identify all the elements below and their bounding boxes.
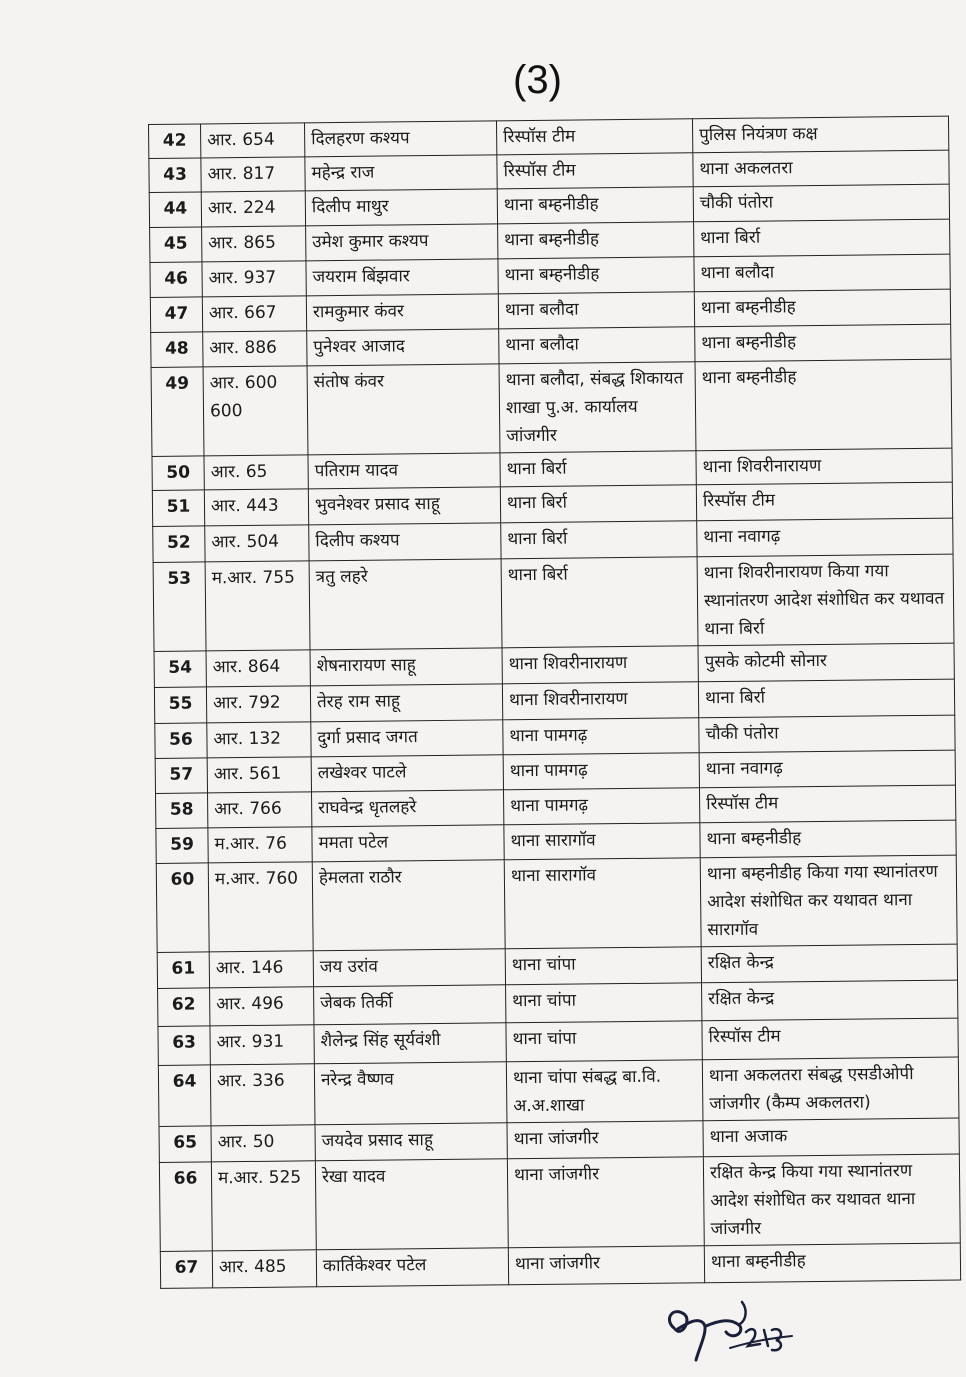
name-cell: जेबक तिर्की	[314, 985, 506, 1025]
name-cell: महेन्द्र राज	[305, 155, 497, 191]
name-cell: दुर्गा प्रसाद जगत	[311, 720, 503, 757]
code-cell: आर. 504	[205, 525, 309, 562]
from-station-cell: थाना शिवरीनारायण	[502, 682, 698, 720]
to-station-cell: चौकी पंतोरा	[693, 184, 949, 222]
serial-cell: 45	[150, 227, 202, 263]
code-cell: आर. 132	[207, 722, 311, 758]
name-cell: शैलेन्द्र सिंह सूर्यवंशी	[314, 1023, 506, 1064]
to-station-cell: थाना बम्हनीडीह किया गया स्थानांतरण आदेश संशोधित कर यथावत थाना सारागॉव	[700, 855, 957, 947]
to-station-cell: थाना अकलतरा	[693, 150, 949, 187]
serial-cell: 48	[151, 332, 203, 368]
name-cell: रेखा यादव	[315, 1159, 508, 1250]
code-cell: आर. 792	[206, 686, 310, 723]
from-station-cell: थाना जांजगीर	[507, 1157, 704, 1248]
name-cell: जयदेव प्रसाद साहू	[315, 1123, 507, 1161]
code-cell: आर. 886	[203, 331, 307, 367]
to-station-cell: थाना अजाक	[703, 1118, 959, 1157]
name-cell: हेमलता राठौर	[312, 860, 505, 951]
serial-cell: 62	[158, 988, 210, 1027]
serial-cell: 59	[156, 828, 208, 864]
from-station-cell: थाना पामगढ़	[503, 718, 699, 755]
serial-cell: 53	[153, 562, 206, 652]
serial-cell: 63	[158, 1026, 210, 1066]
from-station-cell: थाना बिर्रा	[500, 485, 696, 523]
code-cell: म.आर. 755	[205, 561, 310, 651]
from-station-cell: थाना बम्हनीडीह	[498, 222, 694, 259]
transfer-table	[148, 116, 961, 1289]
to-station-cell: थाना बम्हनीडीह	[700, 820, 956, 858]
code-cell: आर. 65	[204, 455, 308, 490]
name-cell: दिलहरण कश्यप	[304, 121, 496, 157]
from-station-cell: थाना बम्हनीडीह	[497, 187, 693, 224]
from-station-cell: थाना जांजगीर	[507, 1121, 703, 1159]
from-station-cell: थाना बलौदा	[498, 292, 694, 329]
serial-cell: 46	[150, 262, 202, 298]
code-cell: आर. 865	[202, 226, 306, 262]
from-station-cell: थाना चांपा	[506, 1021, 702, 1062]
serial-cell: 49	[151, 367, 204, 457]
from-station-cell: रिस्पॉस टीम	[497, 153, 693, 189]
code-cell: आर. 864	[206, 650, 310, 687]
to-station-cell: रिस्पॉस टीम	[702, 1018, 958, 1060]
table-row	[159, 1154, 960, 1251]
serial-cell: 50	[152, 456, 204, 491]
serial-cell: 47	[150, 297, 202, 333]
serial-cell: 56	[155, 723, 207, 759]
to-station-cell: थाना बम्हनीडीह	[694, 289, 950, 327]
name-cell: लखेश्वर पाटले	[311, 755, 503, 792]
code-cell: आर. 443	[204, 489, 308, 526]
table-row	[153, 554, 954, 651]
name-cell: दिलीप माथुर	[305, 189, 497, 226]
page-number: (3)	[513, 58, 562, 102]
code-cell: म.आर. 525	[211, 1161, 316, 1251]
to-station-cell: थाना नवागढ़	[697, 518, 953, 557]
serial-cell: 64	[158, 1065, 211, 1127]
serial-cell: 52	[153, 526, 205, 563]
code-cell: आर. 496	[210, 987, 314, 1026]
table-row	[151, 359, 952, 456]
to-station-cell: थाना बिर्रा	[694, 219, 950, 257]
from-station-cell: थाना चांपा संबद्ध बा.वि. अ.अ.शाखा	[506, 1060, 703, 1123]
from-station-cell: थाना पामगढ़	[503, 788, 699, 825]
serial-cell: 55	[154, 687, 206, 724]
code-cell: आर. 561	[207, 757, 311, 793]
from-station-cell: थाना बलौदा, संबद्ध शिकायत शाखा पु.अ. कार्यालय जांजगीर	[499, 362, 696, 453]
from-station-cell: रिस्पॉस टीम	[496, 119, 692, 155]
to-station-cell: पुसके कोटमी सोनार	[698, 643, 954, 682]
name-cell: दिलीप कश्यप	[309, 523, 501, 561]
to-station-cell: थाना नवागढ़	[699, 750, 955, 788]
from-station-cell: थाना बलौदा	[499, 327, 695, 364]
serial-cell: 54	[154, 651, 206, 688]
from-station-cell: थाना चांपा	[505, 947, 701, 985]
name-cell: पुनेश्वर आजाद	[307, 329, 499, 366]
from-station-cell: थाना सारागॉव	[504, 823, 700, 860]
to-station-cell: थाना बम्हनीडीह	[704, 1243, 960, 1283]
to-station-cell: थाना शिवरीनारायण	[696, 448, 952, 485]
to-station-cell: थाना बिर्रा	[698, 679, 954, 718]
to-station-cell: रिस्पॉस टीम	[699, 785, 955, 823]
to-station-cell: रक्षित केन्द्र	[702, 980, 958, 1021]
to-station-cell: चौकी पंतोरा	[699, 715, 955, 753]
from-station-cell: थाना पामगढ़	[503, 753, 699, 790]
to-station-cell: थाना बम्हनीडीह	[695, 324, 951, 362]
to-station-cell: थाना शिवरीनारायण किया गया स्थानांतरण आदेश संशोधित कर यथावत थाना बिर्रा	[697, 554, 954, 646]
name-cell: जय उरांव	[313, 949, 505, 987]
name-cell: भुवनेश्वर प्रसाद साहू	[308, 487, 500, 525]
serial-cell: 67	[160, 1251, 212, 1289]
code-cell: आर. 931	[210, 1025, 314, 1065]
serial-cell: 58	[156, 793, 208, 829]
from-station-cell: थाना बिर्रा	[501, 521, 697, 559]
name-cell: त्रतु लहरे	[309, 559, 502, 650]
from-station-cell: थाना चांपा	[506, 983, 702, 1023]
name-cell: पतिराम यादव	[308, 453, 500, 489]
table-row	[156, 855, 957, 952]
from-station-cell: थाना शिवरीनारायण	[502, 646, 698, 684]
code-cell: आर. 766	[208, 792, 312, 828]
name-cell: ममता पटेल	[312, 825, 504, 862]
code-cell: म.आर. 76	[208, 827, 312, 863]
name-cell: रामकुमार कंवर	[306, 294, 498, 331]
to-station-cell: थाना अकलतरा संबद्ध एसडीओपी जांजगीर (कैम्प अकलतरा)	[702, 1057, 959, 1121]
from-station-cell: थाना जांजगीर	[508, 1246, 704, 1285]
serial-cell: 57	[155, 758, 207, 794]
signature	[660, 1290, 810, 1370]
to-station-cell: रक्षित केन्द्र	[701, 944, 957, 983]
to-station-cell: थाना बम्हनीडीह	[695, 359, 952, 451]
serial-cell: 65	[159, 1126, 211, 1163]
from-station-cell: थाना बिर्रा	[501, 557, 698, 648]
code-cell: आर. 50	[211, 1125, 315, 1162]
serial-cell: 66	[159, 1162, 212, 1252]
table-row	[158, 1057, 959, 1126]
serial-cell: 60	[156, 863, 209, 953]
serial-cell: 44	[149, 192, 201, 228]
name-cell: संतोष कंवर	[307, 364, 500, 455]
name-cell: नरेन्द्र वैष्णव	[314, 1062, 507, 1125]
name-cell: तेरह राम साहू	[310, 684, 502, 722]
serial-cell: 51	[152, 490, 204, 527]
code-cell: आर. 937	[202, 261, 306, 297]
table-row	[160, 1243, 960, 1288]
code-cell: म.आर. 760	[208, 862, 313, 952]
code-cell: आर. 654	[201, 123, 305, 158]
from-station-cell: थाना सारागॉव	[504, 858, 701, 949]
code-cell: आर. 485	[212, 1250, 316, 1288]
code-cell: आर. 600 600	[203, 366, 308, 456]
name-cell: शेषनारायण साहू	[310, 648, 502, 686]
from-station-cell: थाना बम्हनीडीह	[498, 257, 694, 294]
from-station-cell: थाना बिर्रा	[500, 451, 696, 487]
code-cell: आर. 224	[201, 191, 305, 227]
serial-cell: 61	[157, 952, 209, 989]
code-cell: आर. 146	[209, 951, 313, 988]
to-station-cell: पुलिस नियंत्रण कक्ष	[692, 116, 948, 153]
name-cell: जयराम बिंझवार	[306, 259, 498, 296]
name-cell: उमेश कुमार कश्यप	[306, 224, 498, 261]
code-cell: आर. 667	[202, 296, 306, 332]
to-station-cell: रक्षित केन्द्र किया गया स्थानांतरण आदेश संशोधित कर यथावत थाना जांजगीर	[703, 1154, 960, 1246]
to-station-cell: रिस्पॉस टीम	[696, 482, 952, 521]
serial-cell: 42	[149, 124, 201, 159]
name-cell: राघवेन्द्र धृतलहरे	[312, 790, 504, 827]
code-cell: आर. 817	[201, 157, 305, 192]
name-cell: कार्तिकेश्वर पटेल	[316, 1248, 508, 1287]
to-station-cell: थाना बलौदा	[694, 254, 950, 292]
code-cell: आर. 336	[210, 1064, 315, 1126]
serial-cell: 43	[149, 158, 201, 193]
